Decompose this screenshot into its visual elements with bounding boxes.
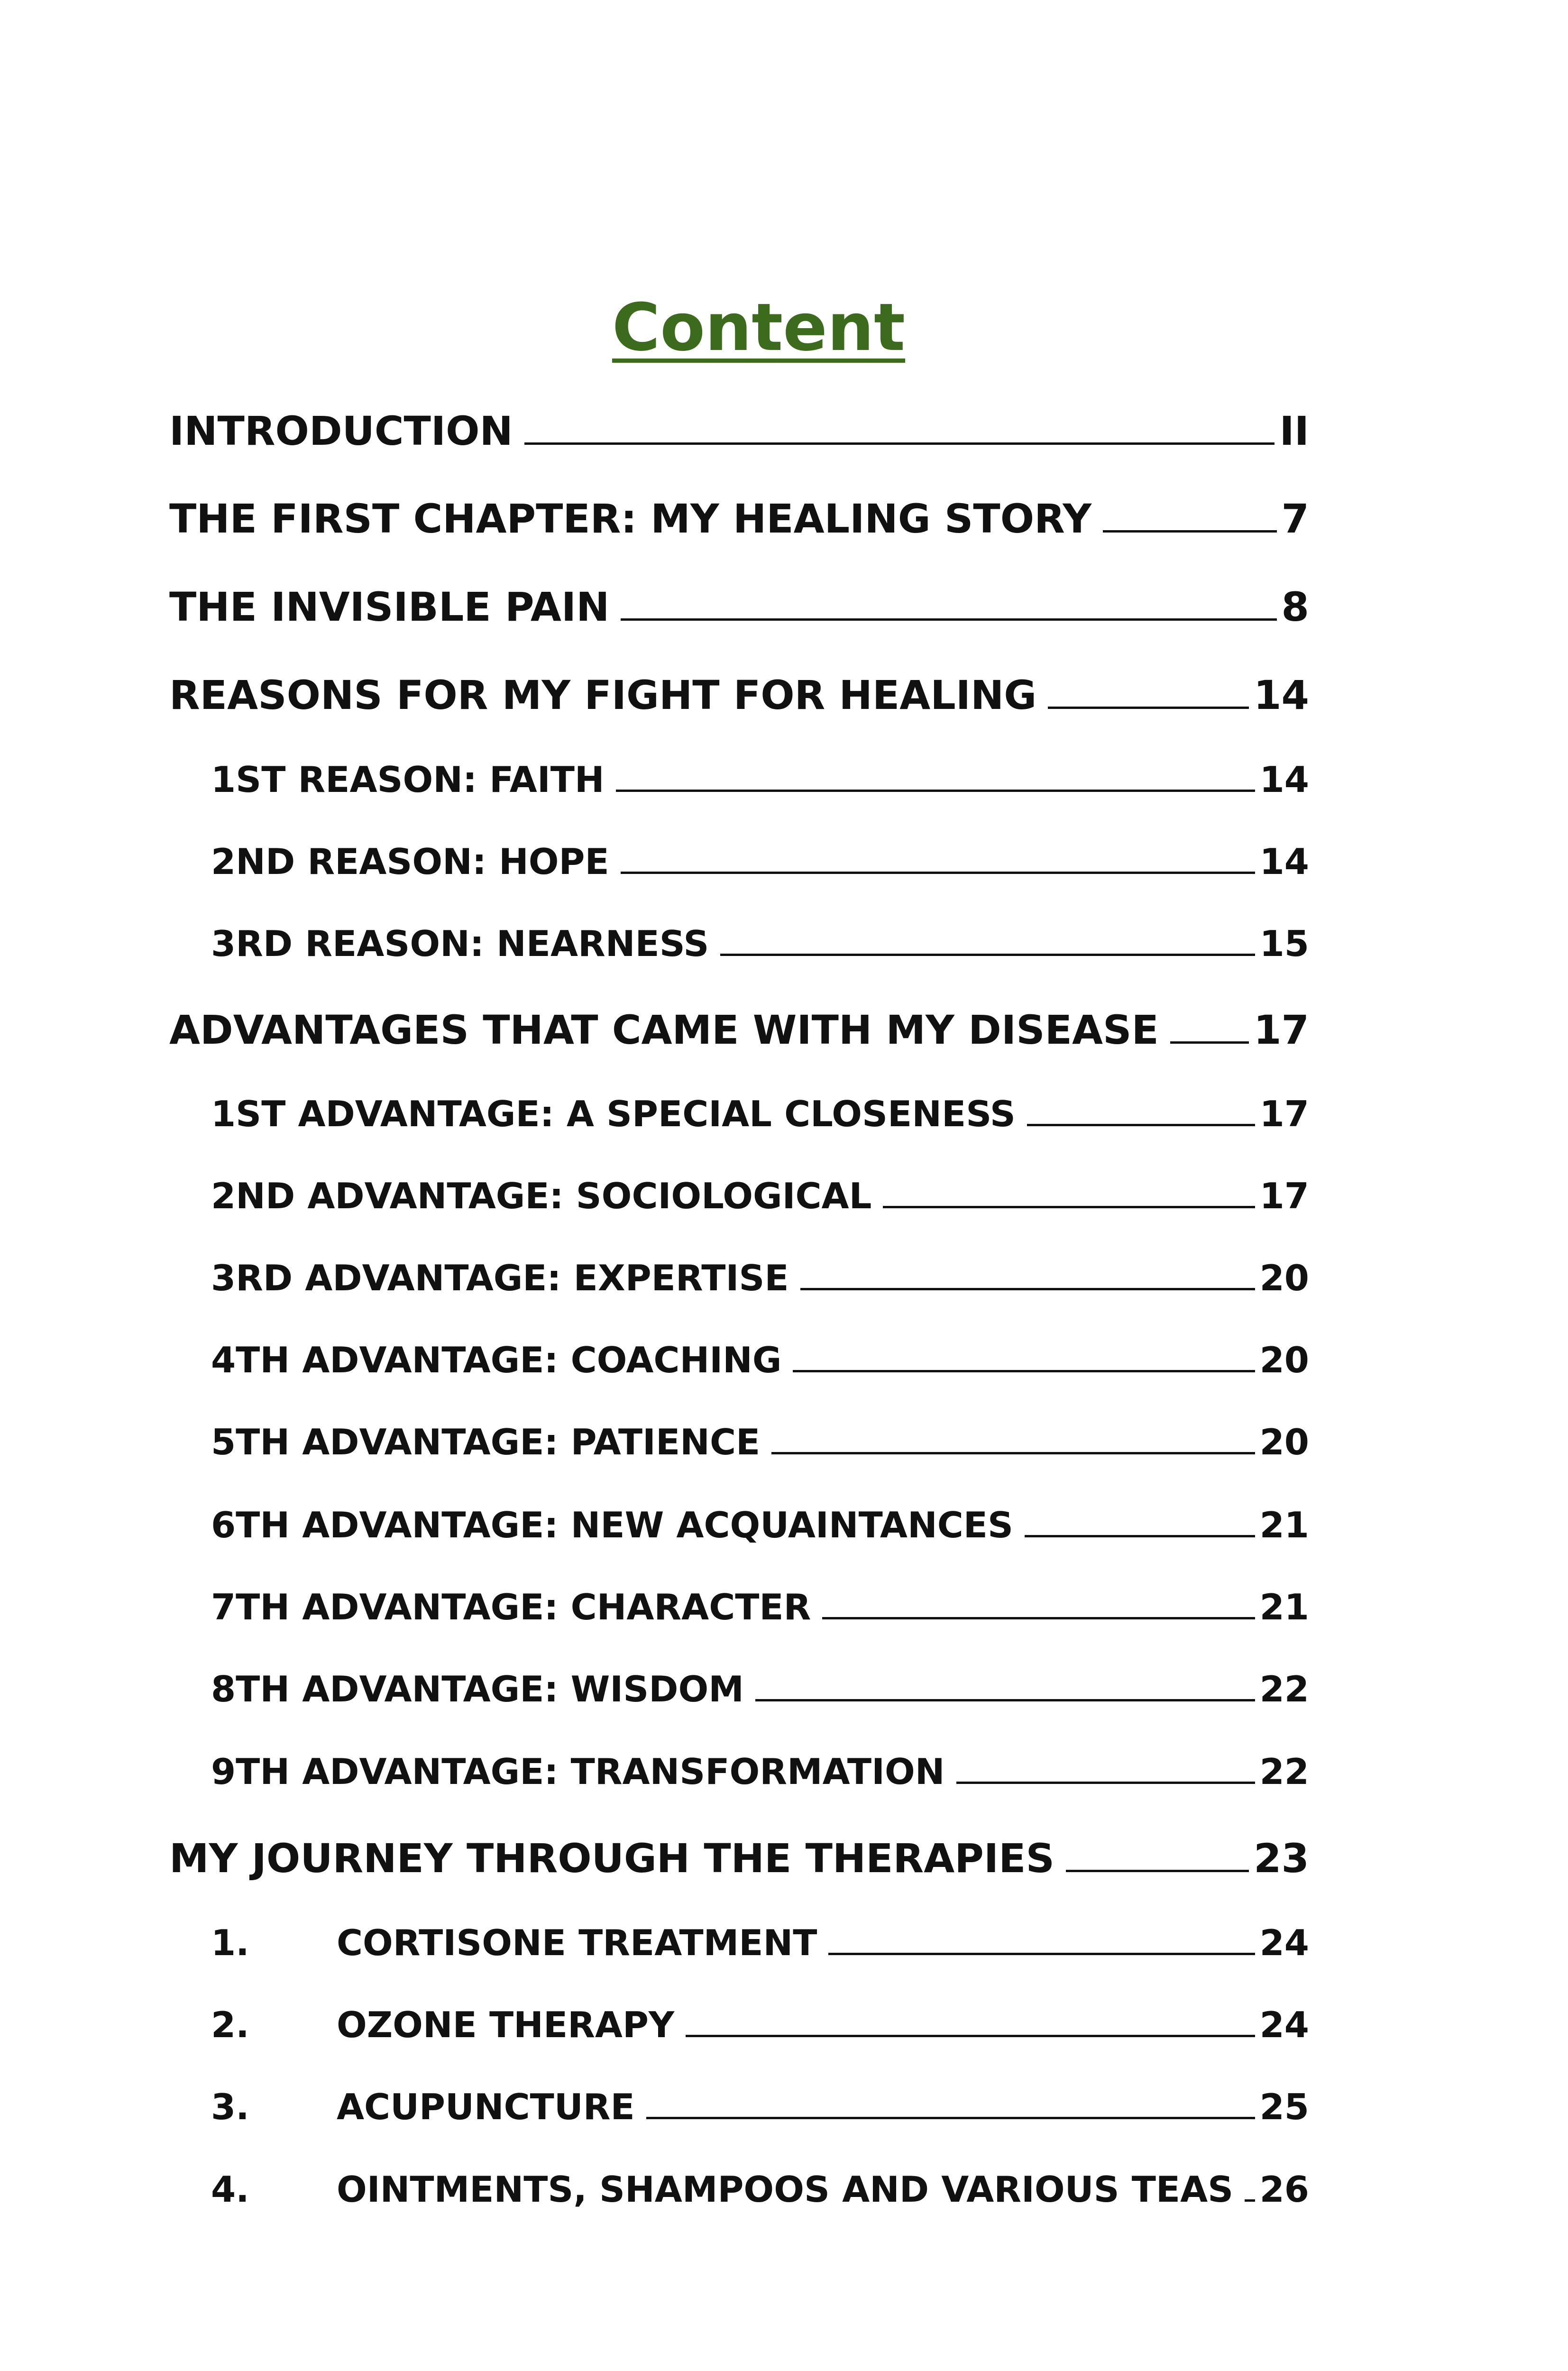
toc-leader-line	[755, 1699, 1255, 1701]
toc-entry-label: THE FIRST CHAPTER: MY HEALING STORY	[169, 496, 1092, 542]
toc-entry-label: 8TH ADVANTAGE: WISDOM	[211, 1668, 744, 1710]
toc-entry-label: REASONS FOR MY FIGHT FOR HEALING	[169, 672, 1037, 718]
toc-entry-page-number: 7	[1281, 496, 1309, 542]
toc-entry[interactable]	[169, 496, 1309, 542]
toc-entry-page-number: II	[1279, 408, 1309, 454]
toc-entry-label: 3RD REASON: NEARNESS	[211, 923, 709, 965]
toc-entry[interactable]	[211, 2169, 1309, 2210]
toc-leader-line	[1066, 1870, 1249, 1872]
toc-leader-line	[1170, 1041, 1249, 1044]
toc-entry[interactable]	[211, 1421, 1309, 1463]
toc-entry[interactable]	[169, 584, 1309, 630]
toc-leader-line	[793, 1370, 1255, 1372]
toc-leader-line	[621, 872, 1255, 874]
page-title: Content	[612, 289, 906, 366]
toc-entry-number: 4.	[211, 2169, 249, 2210]
toc-leader-line	[1027, 1124, 1255, 1126]
toc-entry-number: 1.	[211, 1922, 249, 1964]
toc-leader-line	[956, 1782, 1255, 1784]
toc-entry-page-number: 20	[1259, 1421, 1309, 1463]
toc-entry-page-number: 14	[1254, 672, 1309, 718]
toc-entry-label: 9TH ADVANTAGE: TRANSFORMATION	[211, 1751, 945, 1792]
toc-entry[interactable]	[211, 1668, 1309, 1710]
toc-entry-label: ACUPUNCTURE	[337, 2086, 635, 2128]
toc-leader-line	[1245, 2199, 1255, 2202]
toc-entry[interactable]	[211, 1175, 1309, 1217]
toc-entry[interactable]	[211, 841, 1309, 882]
toc-entry-page-number: 8	[1281, 584, 1309, 630]
toc-entry-label: 6TH ADVANTAGE: NEW ACQUAINTANCES	[211, 1504, 1014, 1546]
toc-entry[interactable]	[211, 2004, 1309, 2046]
toc-entry-page-number: 15	[1259, 923, 1309, 965]
toc-entry-page-number: 17	[1259, 1093, 1309, 1135]
toc-entry[interactable]	[211, 1257, 1309, 1299]
toc-entry[interactable]	[211, 923, 1309, 965]
toc-entry-page-number: 23	[1254, 1835, 1309, 1882]
toc-leader-line	[1048, 707, 1249, 709]
toc-entry-label: ADVANTAGES THAT CAME WITH MY DISEASE	[169, 1007, 1159, 1053]
toc-entry[interactable]	[169, 1835, 1309, 1882]
toc-entry-label: 1ST ADVANTAGE: A SPECIAL CLOSENESS	[211, 1093, 1016, 1135]
toc-entry-label: THE INVISIBLE PAIN	[169, 584, 610, 630]
toc-entry[interactable]	[211, 2086, 1309, 2128]
toc-leader-line	[621, 618, 1276, 621]
toc-entry[interactable]	[211, 1751, 1309, 1792]
toc-leader-line	[1025, 1535, 1255, 1537]
toc-entry-page-number: 22	[1259, 1751, 1309, 1792]
toc-entry-page-number: 26	[1259, 2169, 1309, 2210]
toc-entry-page-number: 22	[1259, 1668, 1309, 1710]
toc-entry[interactable]	[211, 1093, 1309, 1135]
toc-entry-label: 5TH ADVANTAGE: PATIENCE	[211, 1421, 761, 1463]
toc-entry-label: 4TH ADVANTAGE: COACHING	[211, 1339, 782, 1381]
toc-entry-page-number: 20	[1259, 1339, 1309, 1381]
toc-entry-label: OZONE THERAPY	[337, 2004, 675, 2046]
toc-leader-line	[686, 2035, 1255, 2037]
toc-entry-label: CORTISONE TREATMENT	[337, 1922, 817, 1964]
toc-leader-line	[883, 1206, 1255, 1208]
toc-entry-label: OINTMENTS, SHAMPOOS AND VARIOUS TEAS	[337, 2169, 1234, 2210]
toc-entry-page-number: 21	[1259, 1504, 1309, 1546]
toc-entry-page-number: 17	[1259, 1175, 1309, 1217]
toc-leader-line	[800, 1288, 1255, 1290]
toc-leader-line	[771, 1452, 1255, 1454]
toc-entry[interactable]	[211, 1586, 1309, 1628]
toc-entry-label: 7TH ADVANTAGE: CHARACTER	[211, 1586, 811, 1628]
toc-leader-line	[828, 1953, 1255, 1955]
toc-entry-page-number: 24	[1259, 2004, 1309, 2046]
toc-entry-page-number: 24	[1259, 1922, 1309, 1964]
toc-entry[interactable]	[211, 759, 1309, 800]
toc-entry[interactable]	[169, 672, 1309, 718]
toc-entry-page-number: 17	[1254, 1007, 1309, 1053]
toc-leader-line	[616, 790, 1255, 792]
toc-entry[interactable]	[169, 408, 1309, 454]
toc-entry-page-number: 14	[1259, 841, 1309, 882]
toc-entry-label: 1ST REASON: FAITH	[211, 759, 605, 800]
toc-entry-number: 2.	[211, 2004, 249, 2046]
toc-entry-page-number: 25	[1259, 2086, 1309, 2128]
toc-entry-label: MY JOURNEY THROUGH THE THERAPIES	[169, 1835, 1055, 1882]
toc-entry-label: INTRODUCTION	[169, 408, 513, 454]
toc-entry[interactable]	[211, 1504, 1309, 1546]
toc-entry[interactable]	[211, 1339, 1309, 1381]
toc-leader-line	[1103, 530, 1277, 533]
toc-entry[interactable]	[169, 1007, 1309, 1053]
toc-leader-line	[720, 954, 1255, 956]
toc-entry-number: 3.	[211, 2086, 249, 2128]
toc-entry-label: 2ND ADVANTAGE: SOCIOLOGICAL	[211, 1175, 872, 1217]
toc-entry-label: 3RD ADVANTAGE: EXPERTISE	[211, 1257, 789, 1299]
toc-entry-page-number: 21	[1259, 1586, 1309, 1628]
toc-leader-line	[524, 442, 1275, 445]
toc-entry-page-number: 14	[1259, 759, 1309, 800]
toc-entry[interactable]	[211, 1922, 1309, 1964]
toc-leader-line	[822, 1617, 1255, 1619]
toc-entry-label: 2ND REASON: HOPE	[211, 841, 609, 882]
toc-entry-page-number: 20	[1259, 1257, 1309, 1299]
toc-leader-line	[646, 2117, 1255, 2119]
